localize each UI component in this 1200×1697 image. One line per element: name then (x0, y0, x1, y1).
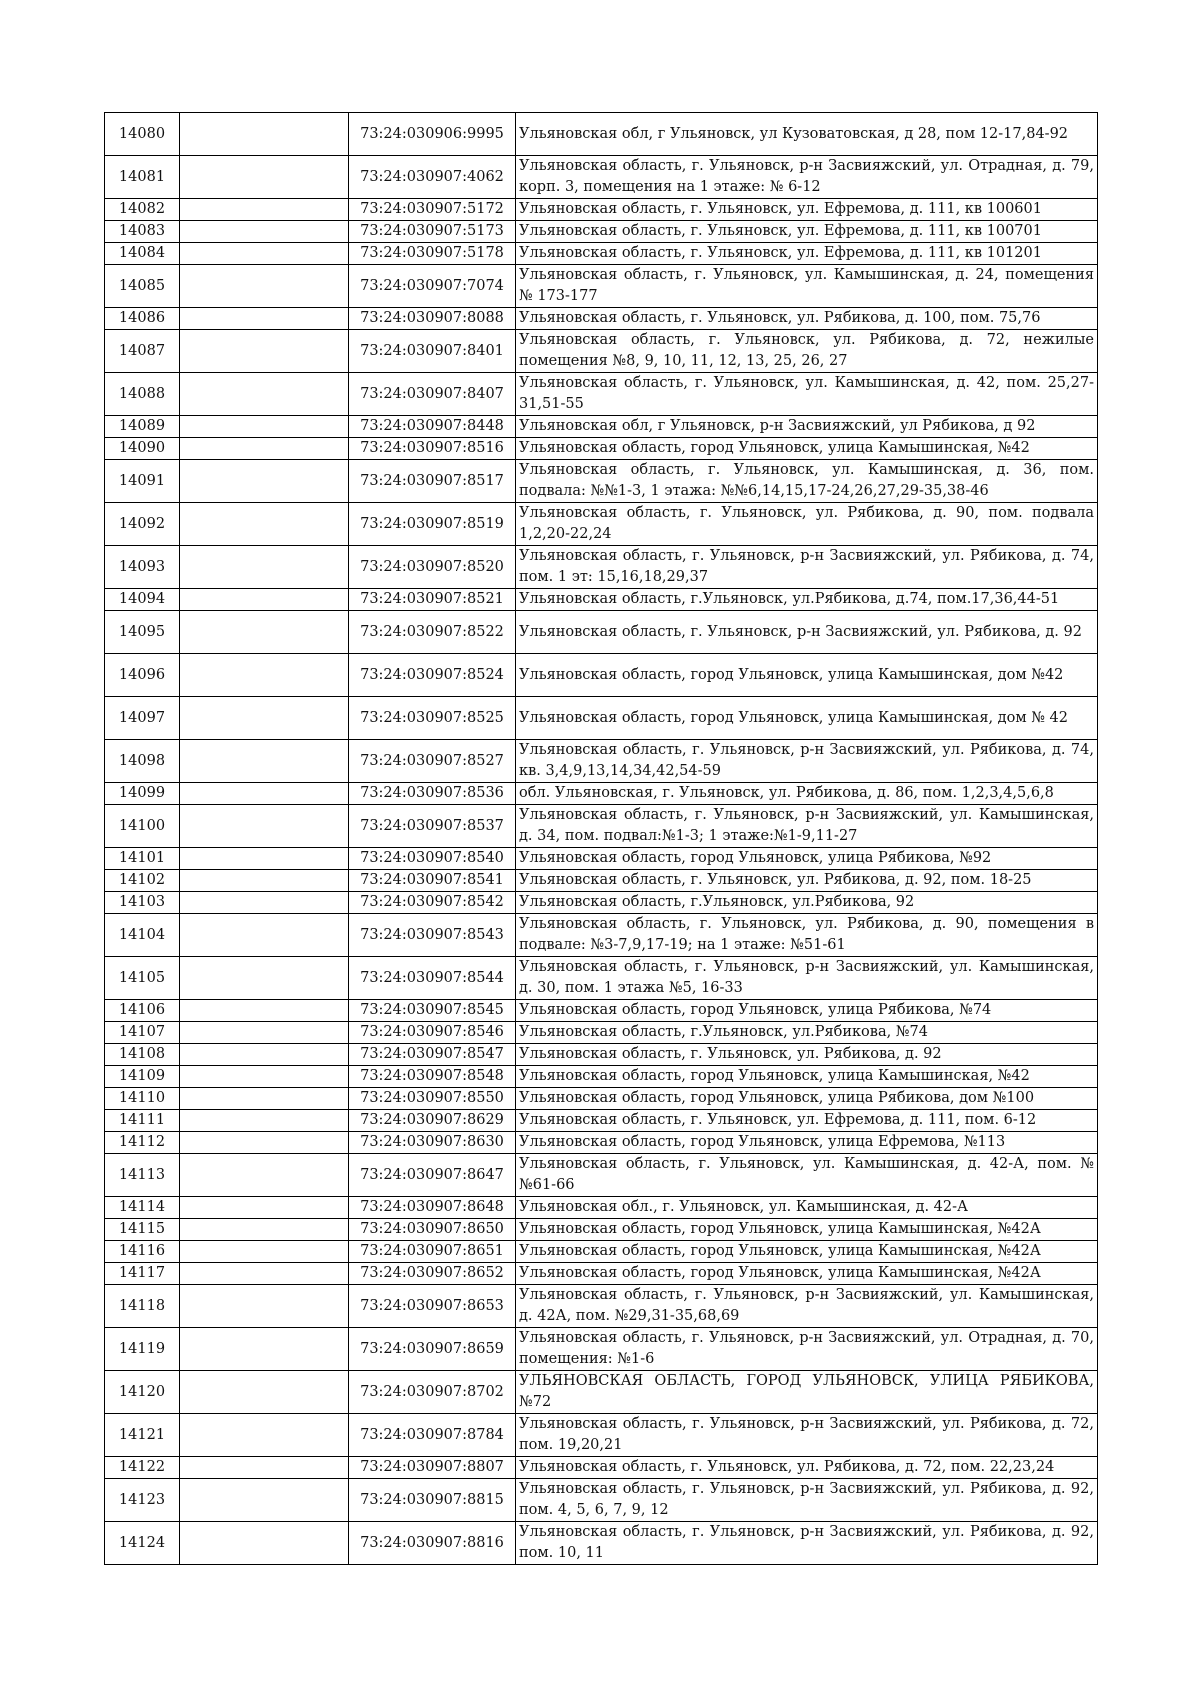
row-number: 14114 (105, 1197, 180, 1219)
row-number: 14106 (105, 1000, 180, 1022)
cadastral-number: 73:24:030907:8407 (349, 373, 516, 416)
empty-cell (180, 611, 349, 654)
registry-table (104, 112, 1098, 1565)
row-number: 14108 (105, 1044, 180, 1066)
cadastral-number: 73:24:030907:8544 (349, 957, 516, 1000)
table-row (105, 1522, 1098, 1565)
address: Ульяновская область, г. Ульяновск, р-н Засвияжский, ул. Камышинская, д. 30, пом. 1 этажа №5, 16-33 (516, 957, 1098, 1000)
row-number: 14082 (105, 199, 180, 221)
row-number: 14103 (105, 892, 180, 914)
cadastral-number: 73:24:030907:8401 (349, 330, 516, 373)
empty-cell (180, 438, 349, 460)
empty-cell (180, 1263, 349, 1285)
table-row (105, 1219, 1098, 1241)
empty-cell (180, 113, 349, 156)
address: Ульяновская область, г. Ульяновск, ул. Рябикова, д. 72, пом. 22,23,24 (516, 1457, 1098, 1479)
address: Ульяновская область, г.Ульяновск, ул.Рябикова, д.74, пом.17,36,44-51 (516, 589, 1098, 611)
row-number: 14084 (105, 243, 180, 265)
empty-cell (180, 589, 349, 611)
address: Ульяновская область, г. Ульяновск, р-н Засвияжский, ул. Отрадная, д. 70, помещения: №1-6 (516, 1328, 1098, 1371)
table-row (105, 1154, 1098, 1197)
empty-cell (180, 1285, 349, 1328)
table-row (105, 1022, 1098, 1044)
empty-cell (180, 1132, 349, 1154)
table-row (105, 156, 1098, 199)
address: Ульяновская область, г. Ульяновск, р-н Засвияжский, ул. Рябикова, д. 92, пом. 10, 11 (516, 1522, 1098, 1565)
address: Ульяновская область, г. Ульяновск, р-н Засвияжский, ул. Отрадная, д. 79, корп. 3, помещения на 1 этаже: № 6-12 (516, 156, 1098, 199)
address: Ульяновская область, город Ульяновск, улица Камышинская, №42А (516, 1241, 1098, 1263)
address: Ульяновская область, г. Ульяновск, ул. Рябикова, д. 92, пом. 18-25 (516, 870, 1098, 892)
table-row (105, 1132, 1098, 1154)
address: УЛЬЯНОВСКАЯ ОБЛАСТЬ, ГОРОД УЛЬЯНОВСК, УЛИЦА РЯБИКОВА, №72 (516, 1371, 1098, 1414)
cadastral-number: 73:24:030907:8648 (349, 1197, 516, 1219)
address: Ульяновская область, г.Ульяновск, ул.Рябикова, №74 (516, 1022, 1098, 1044)
empty-cell (180, 156, 349, 199)
cadastral-number: 73:24:030907:8448 (349, 416, 516, 438)
address: Ульяновская область, город Ульяновск, улица Камышинская, №42 (516, 438, 1098, 460)
address: Ульяновская область, г.Ульяновск, ул.Рябикова, 92 (516, 892, 1098, 914)
cadastral-number: 73:24:030907:8543 (349, 914, 516, 957)
cadastral-number: 73:24:030907:8807 (349, 1457, 516, 1479)
empty-cell (180, 546, 349, 589)
cadastral-number: 73:24:030907:8516 (349, 438, 516, 460)
table-row (105, 438, 1098, 460)
cadastral-number: 73:24:030907:8521 (349, 589, 516, 611)
cadastral-number: 73:24:030907:8524 (349, 654, 516, 697)
cadastral-number: 73:24:030907:8541 (349, 870, 516, 892)
row-number: 14118 (105, 1285, 180, 1328)
row-number: 14105 (105, 957, 180, 1000)
empty-cell (180, 1066, 349, 1088)
table-row (105, 221, 1098, 243)
table-row (105, 373, 1098, 416)
cadastral-number: 73:24:030907:8652 (349, 1263, 516, 1285)
address: Ульяновская область, город Ульяновск, улица Камышинская, дом №42 (516, 654, 1098, 697)
empty-cell (180, 1022, 349, 1044)
row-number: 14091 (105, 460, 180, 503)
cadastral-number: 73:24:030907:8651 (349, 1241, 516, 1263)
table-row (105, 416, 1098, 438)
table-row (105, 589, 1098, 611)
table-row (105, 654, 1098, 697)
row-number: 14097 (105, 697, 180, 740)
row-number: 14117 (105, 1263, 180, 1285)
address: Ульяновская область, г. Ульяновск, ул. Ефремова, д. 111, кв 100601 (516, 199, 1098, 221)
cadastral-number: 73:24:030907:5173 (349, 221, 516, 243)
table-row (105, 330, 1098, 373)
empty-cell (180, 1457, 349, 1479)
row-number: 14109 (105, 1066, 180, 1088)
cadastral-number: 73:24:030906:9995 (349, 113, 516, 156)
address: Ульяновская область, г. Ульяновск, р-н Засвияжский, ул. Рябикова, д. 72, пом. 19,20,21 (516, 1414, 1098, 1457)
address: Ульяновская область, г. Ульяновск, р-н Засвияжский, ул. Камышинская, д. 42А, пом. №29,31-35,68,69 (516, 1285, 1098, 1328)
row-number: 14115 (105, 1219, 180, 1241)
cadastral-number: 73:24:030907:8659 (349, 1328, 516, 1371)
empty-cell (180, 1197, 349, 1219)
empty-cell (180, 221, 349, 243)
cadastral-number: 73:24:030907:8540 (349, 848, 516, 870)
empty-cell (180, 914, 349, 957)
address: Ульяновская область, г. Ульяновск, ул. Камышинская, д. 24, помещения № 173-177 (516, 265, 1098, 308)
address: Ульяновская область, г. Ульяновск, ул. Рябикова, д. 90, помещения в подвале: №3-7,9,17-19; на 1 этаже: №51-61 (516, 914, 1098, 957)
row-number: 14089 (105, 416, 180, 438)
row-number: 14086 (105, 308, 180, 330)
address: Ульяновская область, г. Ульяновск, ул. Ефремова, д. 111, пом. 6-12 (516, 1110, 1098, 1132)
table-row (105, 1088, 1098, 1110)
address: Ульяновская обл., г. Ульяновск, ул. Камышинская, д. 42-А (516, 1197, 1098, 1219)
empty-cell (180, 805, 349, 848)
row-number: 14107 (105, 1022, 180, 1044)
row-number: 14123 (105, 1479, 180, 1522)
empty-cell (180, 783, 349, 805)
table-row (105, 503, 1098, 546)
table-row (105, 460, 1098, 503)
row-number: 14096 (105, 654, 180, 697)
address: Ульяновская область, г. Ульяновск, ул. Ефремова, д. 111, кв 101201 (516, 243, 1098, 265)
table-row (105, 199, 1098, 221)
address: Ульяновская область, город Ульяновск, улица Камышинская, №42 (516, 1066, 1098, 1088)
row-number: 14100 (105, 805, 180, 848)
empty-cell (180, 308, 349, 330)
empty-cell (180, 416, 349, 438)
table-row (105, 1457, 1098, 1479)
empty-cell (180, 697, 349, 740)
table-row (105, 1241, 1098, 1263)
empty-cell (180, 1241, 349, 1263)
cadastral-number: 73:24:030907:8519 (349, 503, 516, 546)
row-number: 14095 (105, 611, 180, 654)
cadastral-number: 73:24:030907:8653 (349, 1285, 516, 1328)
address: обл. Ульяновская, г. Ульяновск, ул. Рябикова, д. 86, пом. 1,2,3,4,5,6,8 (516, 783, 1098, 805)
empty-cell (180, 1371, 349, 1414)
table-row (105, 870, 1098, 892)
table-row (105, 740, 1098, 783)
empty-cell (180, 1219, 349, 1241)
empty-cell (180, 1044, 349, 1066)
address: Ульяновская область, г. Ульяновск, ул. Камышинская, д. 42-А, пом. №№61-66 (516, 1154, 1098, 1197)
row-number: 14113 (105, 1154, 180, 1197)
cadastral-number: 73:24:030907:5172 (349, 199, 516, 221)
empty-cell (180, 957, 349, 1000)
table-row (105, 892, 1098, 914)
address: Ульяновская область, г. Ульяновск, ул. Рябикова, д. 100, пом. 75,76 (516, 308, 1098, 330)
table-row (105, 1197, 1098, 1219)
table-row (105, 1328, 1098, 1371)
table-row (105, 848, 1098, 870)
empty-cell (180, 848, 349, 870)
table-row (105, 1371, 1098, 1414)
cadastral-number: 73:24:030907:8647 (349, 1154, 516, 1197)
address: Ульяновская область, город Ульяновск, улица Камышинская, №42А (516, 1219, 1098, 1241)
cadastral-number: 73:24:030907:4062 (349, 156, 516, 199)
row-number: 14088 (105, 373, 180, 416)
empty-cell (180, 870, 349, 892)
address: Ульяновская область, город Ульяновск, улица Рябикова, №92 (516, 848, 1098, 870)
empty-cell (180, 1328, 349, 1371)
table-row (105, 243, 1098, 265)
address: Ульяновская область, г. Ульяновск, р-н Засвияжский, ул. Камышинская, д. 34, пом. подвал:№1-3; 1 этаже:№1-9,11-27 (516, 805, 1098, 848)
table-row (105, 1263, 1098, 1285)
cadastral-number: 73:24:030907:8525 (349, 697, 516, 740)
cadastral-number: 73:24:030907:8630 (349, 1132, 516, 1154)
row-number: 14111 (105, 1110, 180, 1132)
row-number: 14122 (105, 1457, 180, 1479)
cadastral-number: 73:24:030907:8088 (349, 308, 516, 330)
address: Ульяновская область, город Ульяновск, улица Камышинская, №42А (516, 1263, 1098, 1285)
row-number: 14101 (105, 848, 180, 870)
cadastral-number: 73:24:030907:8650 (349, 1219, 516, 1241)
row-number: 14110 (105, 1088, 180, 1110)
row-number: 14112 (105, 1132, 180, 1154)
row-number: 14080 (105, 113, 180, 156)
address: Ульяновская область, г. Ульяновск, р-н Засвияжский, ул. Рябикова, д. 74, пом. 1 эт: 15,16,18,29,37 (516, 546, 1098, 589)
table-row (105, 1479, 1098, 1522)
cadastral-number: 73:24:030907:8815 (349, 1479, 516, 1522)
table-row (105, 1285, 1098, 1328)
address: Ульяновская область, г. Ульяновск, ул. Камышинская, д. 36, пом. подвала: №№1-3, 1 этажа: №№6,14,15,17-24,26,27,29-35,38-46 (516, 460, 1098, 503)
cadastral-number: 73:24:030907:8548 (349, 1066, 516, 1088)
empty-cell (180, 330, 349, 373)
address: Ульяновская область, г. Ульяновск, р-н Засвияжский, ул. Рябикова, д. 92 (516, 611, 1098, 654)
cadastral-number: 73:24:030907:7074 (349, 265, 516, 308)
empty-cell (180, 1000, 349, 1022)
cadastral-number: 73:24:030907:8542 (349, 892, 516, 914)
empty-cell (180, 654, 349, 697)
row-number: 14116 (105, 1241, 180, 1263)
cadastral-number: 73:24:030907:8784 (349, 1414, 516, 1457)
row-number: 14121 (105, 1414, 180, 1457)
empty-cell (180, 1522, 349, 1565)
row-number: 14085 (105, 265, 180, 308)
table-row (105, 697, 1098, 740)
address: Ульяновская область, город Ульяновск, улица Ефремова, №113 (516, 1132, 1098, 1154)
row-number: 14090 (105, 438, 180, 460)
address: Ульяновская область, г. Ульяновск, ул. Рябикова, д. 92 (516, 1044, 1098, 1066)
cadastral-number: 73:24:030907:8545 (349, 1000, 516, 1022)
row-number: 14081 (105, 156, 180, 199)
address: Ульяновская область, г. Ульяновск, р-н Засвияжский, ул. Рябикова, д. 74, кв. 3,4,9,13,14,34,42,54-59 (516, 740, 1098, 783)
empty-cell (180, 1088, 349, 1110)
table-row (105, 805, 1098, 848)
cadastral-number: 73:24:030907:8517 (349, 460, 516, 503)
address: Ульяновская обл, г Ульяновск, р-н Засвияжский, ул Рябикова, д 92 (516, 416, 1098, 438)
empty-cell (180, 1154, 349, 1197)
row-number: 14099 (105, 783, 180, 805)
address: Ульяновская область, г. Ульяновск, р-н Засвияжский, ул. Рябикова, д. 92, пом. 4, 5, 6, 7, 9, 12 (516, 1479, 1098, 1522)
cadastral-number: 73:24:030907:8546 (349, 1022, 516, 1044)
address: Ульяновская область, г. Ульяновск, ул. Рябикова, д. 90, пом. подвала 1,2,20-22,24 (516, 503, 1098, 546)
address: Ульяновская область, г. Ульяновск, ул. Камышинская, д. 42, пом. 25,27-31,51-55 (516, 373, 1098, 416)
cadastral-number: 73:24:030907:8536 (349, 783, 516, 805)
row-number: 14124 (105, 1522, 180, 1565)
empty-cell (180, 1414, 349, 1457)
cadastral-number: 73:24:030907:5178 (349, 243, 516, 265)
row-number: 14102 (105, 870, 180, 892)
row-number: 14083 (105, 221, 180, 243)
table-row (105, 308, 1098, 330)
address: Ульяновская обл, г Ульяновск, ул Кузоватовская, д 28, пом 12-17,84-92 (516, 113, 1098, 156)
row-number: 14093 (105, 546, 180, 589)
table-row (105, 611, 1098, 654)
cadastral-number: 73:24:030907:8702 (349, 1371, 516, 1414)
table-row (105, 783, 1098, 805)
row-number: 14094 (105, 589, 180, 611)
registry-body (105, 113, 1098, 1565)
row-number: 14119 (105, 1328, 180, 1371)
address: Ульяновская область, г. Ульяновск, ул. Ефремова, д. 111, кв 100701 (516, 221, 1098, 243)
cadastral-number: 73:24:030907:8550 (349, 1088, 516, 1110)
table-row (105, 1066, 1098, 1088)
address: Ульяновская область, город Ульяновск, улица Рябикова, дом №100 (516, 1088, 1098, 1110)
cadastral-number: 73:24:030907:8629 (349, 1110, 516, 1132)
row-number: 14087 (105, 330, 180, 373)
row-number: 14098 (105, 740, 180, 783)
table-row (105, 113, 1098, 156)
table-row (105, 546, 1098, 589)
empty-cell (180, 740, 349, 783)
table-row (105, 265, 1098, 308)
table-row (105, 1000, 1098, 1022)
empty-cell (180, 373, 349, 416)
table-row (105, 957, 1098, 1000)
empty-cell (180, 892, 349, 914)
empty-cell (180, 265, 349, 308)
cadastral-number: 73:24:030907:8816 (349, 1522, 516, 1565)
empty-cell (180, 1110, 349, 1132)
row-number: 14092 (105, 503, 180, 546)
address: Ульяновская область, г. Ульяновск, ул. Рябикова, д. 72, нежилые помещения №8, 9, 10, 11, 12, 13, 25, 26, 27 (516, 330, 1098, 373)
table-row (105, 1044, 1098, 1066)
cadastral-number: 73:24:030907:8527 (349, 740, 516, 783)
empty-cell (180, 503, 349, 546)
cadastral-number: 73:24:030907:8547 (349, 1044, 516, 1066)
empty-cell (180, 460, 349, 503)
cadastral-number: 73:24:030907:8520 (349, 546, 516, 589)
empty-cell (180, 1479, 349, 1522)
address: Ульяновская область, город Ульяновск, улица Рябикова, №74 (516, 1000, 1098, 1022)
cadastral-number: 73:24:030907:8522 (349, 611, 516, 654)
cadastral-number: 73:24:030907:8537 (349, 805, 516, 848)
row-number: 14120 (105, 1371, 180, 1414)
row-number: 14104 (105, 914, 180, 957)
table-row (105, 1414, 1098, 1457)
address: Ульяновская область, город Ульяновск, улица Камышинская, дом № 42 (516, 697, 1098, 740)
table-row (105, 914, 1098, 957)
empty-cell (180, 199, 349, 221)
empty-cell (180, 243, 349, 265)
table-row (105, 1110, 1098, 1132)
